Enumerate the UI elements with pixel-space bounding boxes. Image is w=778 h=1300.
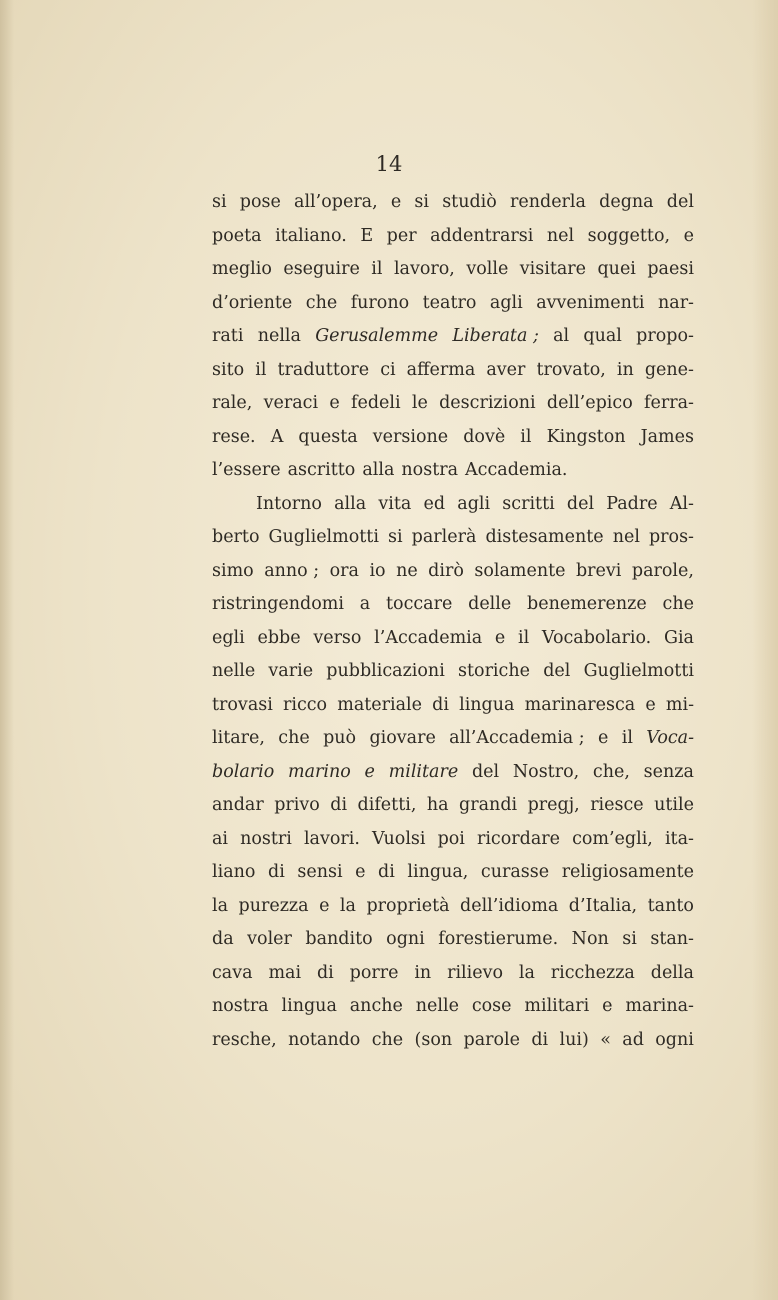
word: e <box>598 728 609 748</box>
word: curasse <box>480 862 550 882</box>
word: pubblicazioni <box>326 661 445 681</box>
word: e <box>683 225 694 246</box>
word: marino <box>288 761 351 782</box>
word: James <box>640 426 694 447</box>
word: visitare <box>519 259 587 279</box>
word: pregj, <box>527 795 580 815</box>
text-line <box>212 220 694 254</box>
word: e <box>329 393 340 413</box>
word: alla <box>362 460 395 480</box>
word: forestierume. <box>438 929 559 949</box>
word: alla <box>334 493 367 514</box>
word: com’egli, <box>572 828 653 849</box>
word: senza <box>643 761 694 782</box>
word: il <box>518 627 530 648</box>
word: ricordare <box>476 828 560 849</box>
word: varie <box>268 661 314 681</box>
text-line <box>212 387 694 421</box>
word: privo <box>274 795 320 815</box>
word: l’essere <box>212 460 281 480</box>
text-line <box>212 856 694 890</box>
word: riesce <box>590 795 644 815</box>
body-text <box>212 186 694 1057</box>
word: ogni <box>655 1029 694 1050</box>
word: degna <box>599 192 654 212</box>
word: qual <box>583 326 622 346</box>
word: di <box>531 1029 549 1050</box>
word: afferma <box>406 359 476 380</box>
word: Nostro, <box>512 761 580 782</box>
word: E <box>360 225 374 246</box>
word: che <box>371 1029 404 1050</box>
word: avvenimenti <box>536 292 645 313</box>
word: andar <box>212 795 264 815</box>
word: trovasi <box>212 694 273 715</box>
word: della <box>650 962 694 983</box>
word: litare, <box>212 728 265 748</box>
word: scritti <box>502 493 555 514</box>
word: egli <box>212 627 245 648</box>
word: che <box>278 728 310 748</box>
word: nostra <box>212 996 269 1016</box>
word: religiosamente <box>561 862 694 882</box>
word: sito <box>212 359 245 380</box>
word: Kingston <box>546 426 626 447</box>
word: lingua <box>281 996 337 1016</box>
word: marinaresca <box>524 694 636 715</box>
word: lingua <box>459 694 515 715</box>
word: di <box>378 862 395 882</box>
word: di <box>330 795 348 815</box>
word: lavori. <box>303 828 360 849</box>
word: ita- <box>664 828 694 849</box>
text-line <box>212 521 694 555</box>
word: e <box>645 694 656 715</box>
word: anche <box>349 996 403 1016</box>
word: descrizioni <box>439 393 536 413</box>
word: il <box>255 359 267 380</box>
word: io <box>369 560 386 581</box>
word: « <box>600 1029 611 1050</box>
word: Al- <box>669 493 694 514</box>
word: liano <box>212 862 256 882</box>
text-line <box>212 454 694 488</box>
page-edge-left <box>0 0 14 1300</box>
word: Guglielmotti <box>268 527 379 547</box>
word: Guglielmotti <box>583 661 694 681</box>
word: si <box>622 929 637 949</box>
word: mi- <box>665 694 694 715</box>
word: voler <box>247 929 292 949</box>
word: la <box>212 895 229 916</box>
word: le <box>411 393 428 413</box>
word: studiò <box>442 192 497 212</box>
word: e <box>355 862 366 882</box>
word: cava <box>212 962 253 983</box>
word: delle <box>468 594 512 614</box>
word: Voca- <box>646 728 694 748</box>
word: agli <box>489 292 523 313</box>
word: di <box>268 862 285 882</box>
word: nel <box>546 225 575 246</box>
text-line <box>212 689 694 723</box>
word: del <box>666 192 694 212</box>
word: Liberata ; <box>452 326 539 346</box>
word: si <box>414 192 429 212</box>
word: quei <box>597 259 636 279</box>
word: Intorno <box>256 493 322 514</box>
word: materiale <box>337 694 422 715</box>
word: da <box>212 929 234 949</box>
word: benemerenze <box>527 594 647 614</box>
word: (son <box>414 1029 453 1050</box>
word: furono <box>350 292 410 313</box>
word: aver <box>486 359 526 380</box>
word: rale, <box>212 393 253 413</box>
word: pros- <box>648 527 694 547</box>
word: stan- <box>650 929 694 949</box>
word: del <box>543 661 571 681</box>
word: la <box>339 895 356 916</box>
word: sensi <box>297 862 343 882</box>
word: soggetto, <box>587 225 671 246</box>
text-line <box>212 1024 694 1058</box>
word: si <box>212 192 227 212</box>
text-line <box>212 722 694 756</box>
text-line <box>212 990 694 1024</box>
word: si <box>388 527 403 547</box>
word: rati <box>212 326 244 346</box>
word: Accademia. <box>465 460 568 480</box>
word: ebbe <box>257 627 301 648</box>
word: il <box>371 259 383 279</box>
text-line <box>212 253 694 287</box>
word: all’opera, <box>294 192 378 212</box>
word: dirò <box>428 560 464 581</box>
page-number: 14 <box>375 152 403 176</box>
word: fedeli <box>350 393 401 413</box>
word: volle <box>466 259 509 279</box>
word: agli <box>457 493 491 514</box>
word: meglio <box>212 259 272 279</box>
word: porre <box>349 962 399 983</box>
word: l’Accademia <box>374 627 483 648</box>
word: all’Accademia ; <box>449 728 585 748</box>
word: cose <box>471 996 512 1016</box>
text-line <box>212 957 694 991</box>
word: d’oriente <box>212 292 293 313</box>
text-line <box>212 823 694 857</box>
word: che, <box>592 761 630 782</box>
word: e <box>364 761 375 782</box>
word: e <box>319 895 330 916</box>
word: utile <box>654 795 694 815</box>
text-line <box>212 789 694 823</box>
word: può <box>323 728 357 748</box>
word: difetti, <box>357 795 417 815</box>
text-line <box>212 354 694 388</box>
word: resche, <box>212 1029 277 1050</box>
word: grandi <box>459 795 518 815</box>
word: e <box>494 627 506 648</box>
word: lingua, <box>407 862 469 882</box>
word: del <box>566 493 595 514</box>
word: nostri <box>240 828 292 849</box>
word: Gia <box>663 627 694 648</box>
word: a <box>359 594 371 614</box>
word: pose <box>239 192 281 212</box>
word: militare <box>388 761 459 782</box>
word: che <box>662 594 694 614</box>
word: ci <box>380 359 396 380</box>
word: Padre <box>606 493 658 514</box>
text-line <box>212 320 694 354</box>
word: nel <box>612 527 640 547</box>
word: poi <box>437 828 465 849</box>
word: per <box>386 225 417 246</box>
word: anno ; <box>264 560 320 581</box>
word: rilievo <box>447 962 504 983</box>
word: addentrarsi <box>430 225 534 246</box>
word: solamente <box>474 560 566 581</box>
word: poeta <box>212 225 262 246</box>
word: dell’epico <box>546 393 633 413</box>
word: Vuolsi <box>372 828 426 849</box>
word: vita <box>378 493 412 514</box>
word: Non <box>571 929 609 949</box>
word: brevi <box>575 560 622 581</box>
text-line <box>212 186 694 220</box>
word: toccare <box>386 594 453 614</box>
word: ora <box>329 560 359 581</box>
text-line <box>212 287 694 321</box>
word: parole <box>463 1029 520 1050</box>
word: dell’idioma <box>460 895 559 916</box>
word: propo- <box>636 326 694 346</box>
word: in <box>616 359 634 380</box>
word: mai <box>268 962 302 983</box>
word: ascritto <box>287 460 356 480</box>
word: ad <box>622 1029 644 1050</box>
word: ai <box>212 828 229 849</box>
text-line <box>212 655 694 689</box>
word: di <box>432 694 449 715</box>
word: italiano. <box>275 225 347 246</box>
text-line <box>212 555 694 589</box>
word: proprietà <box>366 895 450 916</box>
word: storiche <box>458 661 530 681</box>
word: teatro <box>422 292 477 313</box>
text-line <box>212 488 694 522</box>
text-line <box>212 890 694 924</box>
word: ogni <box>386 929 425 949</box>
word: al <box>553 326 570 346</box>
word: parole, <box>631 560 694 581</box>
word: lavoro, <box>393 259 455 279</box>
word: simo <box>212 560 254 581</box>
word: A <box>270 426 284 447</box>
word: paesi <box>647 259 694 279</box>
word: di <box>316 962 334 983</box>
text-line <box>212 421 694 455</box>
word: distesamente <box>485 527 604 547</box>
word: nelle <box>212 661 256 681</box>
word: ed <box>423 493 446 514</box>
word: ne <box>396 560 418 581</box>
word: militari <box>524 996 590 1016</box>
word: che <box>305 292 338 313</box>
text-line <box>212 756 694 790</box>
word: il <box>621 728 633 748</box>
word: il <box>520 426 532 447</box>
text-line <box>212 588 694 622</box>
word: ferra- <box>644 393 694 413</box>
word: Gerusalemme <box>315 326 439 346</box>
word: dovè <box>463 426 506 447</box>
word: notando <box>288 1029 361 1050</box>
word: giovare <box>369 728 436 748</box>
word: eseguire <box>283 259 360 279</box>
word: trovato, <box>536 359 606 380</box>
word: purezza <box>238 895 309 916</box>
word: rese. <box>212 426 256 447</box>
word: Vocabolario. <box>541 627 652 648</box>
page-edge-right <box>752 0 778 1300</box>
word: la <box>518 962 535 983</box>
text-line <box>212 923 694 957</box>
word: ricchezza <box>550 962 635 983</box>
word: verso <box>313 627 362 648</box>
word: veraci <box>263 393 319 413</box>
text-line <box>212 622 694 656</box>
word: versione <box>372 426 449 447</box>
word: questa <box>298 426 358 447</box>
word: ricco <box>282 694 328 715</box>
word: renderla <box>510 192 586 212</box>
word: d’Italia, <box>568 895 638 916</box>
word: tanto <box>647 895 694 916</box>
word: del <box>471 761 500 782</box>
word: nostra <box>401 460 459 480</box>
word: bandito <box>305 929 373 949</box>
word: in <box>414 962 432 983</box>
word: nelle <box>415 996 459 1016</box>
word: gene- <box>644 359 694 380</box>
word: parlerà <box>411 527 477 547</box>
word: ristringendomi <box>212 594 344 614</box>
word: e <box>602 996 613 1016</box>
word: lui) <box>559 1029 589 1050</box>
word: marina- <box>625 996 694 1016</box>
word: e <box>390 192 402 212</box>
word: bolario <box>212 761 275 782</box>
word: nar- <box>657 292 694 313</box>
word: traduttore <box>277 359 370 380</box>
word: berto <box>212 527 260 547</box>
word: nella <box>257 326 301 346</box>
word: ha <box>426 795 449 815</box>
